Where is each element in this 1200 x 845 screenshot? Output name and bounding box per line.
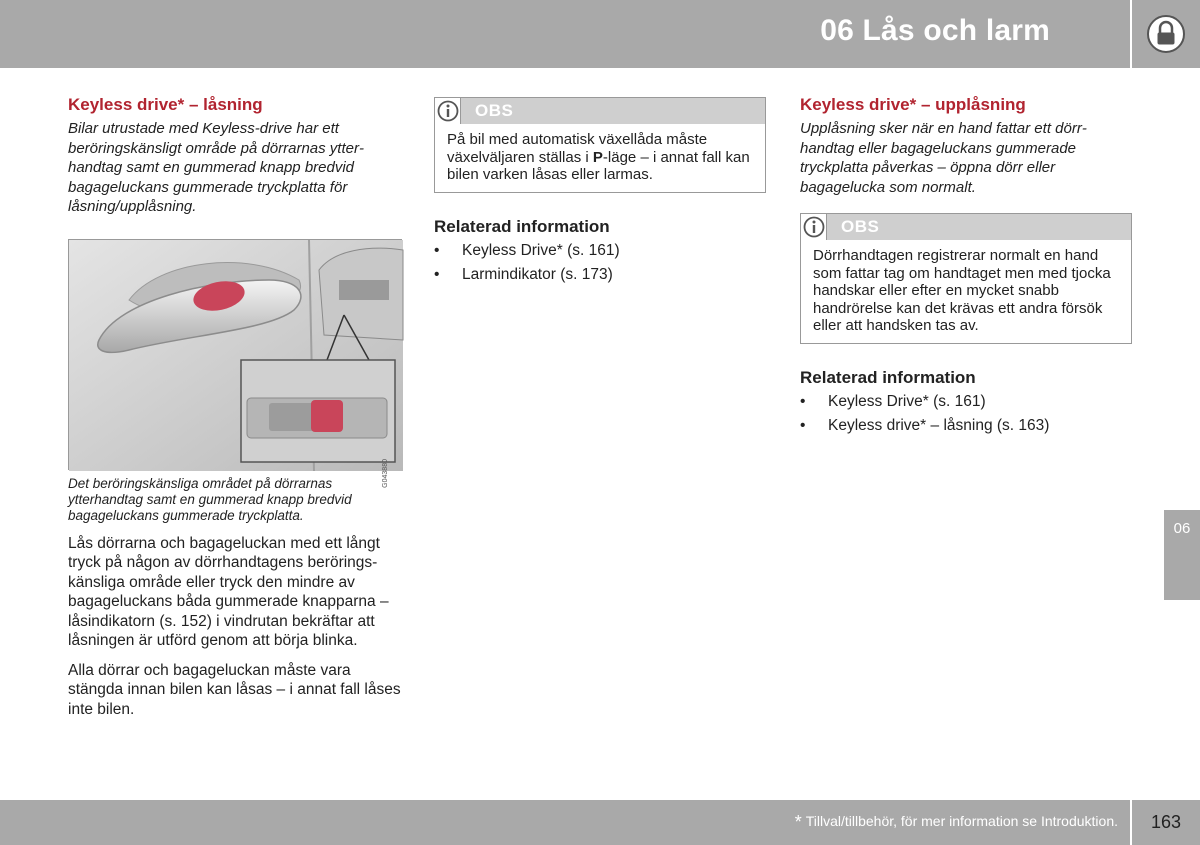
- lock-icon: [1146, 14, 1186, 54]
- column-obs: [434, 97, 766, 287]
- obs-text: På bil med automatisk växellåda måste växelväljaren ställas i P-läge – i annat fall kan bilen varken låsas eller larmas.: [447, 131, 750, 183]
- related-link[interactable]: • Keyless Drive* (s. 161): [434, 241, 620, 259]
- related-list: [434, 239, 766, 287]
- obs-text: Dörrhandtagen registrerar normalt en hand som fattar tag om handtaget men med tjocka handskar eller efter en mycket snabb handrörelse kan det krävas ett andra försök eller att handsken tas av.: [813, 247, 1111, 334]
- related-list: [800, 390, 1132, 438]
- column-locking: [68, 95, 403, 719]
- door-handle-illustration: [69, 240, 403, 471]
- intro-locking: Bilar utrustade med Keyless-drive har ett beröringskänsligt område på dörrarnas ytterhandtag samt en gummerad knapp bredvid bagageluckans gummerade tryckplatta för låsning/upplåsning.: [68, 120, 364, 215]
- obs-note-box: [434, 97, 766, 193]
- obs-note-box: [800, 213, 1132, 344]
- info-icon: [435, 98, 461, 124]
- obs-header: [801, 214, 1131, 240]
- obs-label: OBS: [475, 101, 514, 120]
- intro-unlocking: Upplåsning sker när en hand fattar ett dörrhandtag eller bagageluckans gummerade tryckplatta påverkas – öppna dörr eller bagagelucka som normalt.: [800, 120, 1087, 196]
- chapter-title: 06 Lås och larm: [820, 14, 1050, 47]
- related-link[interactable]: • Keyless Drive* (s. 161): [800, 392, 986, 410]
- body-paragraph-2: Alla dörrar och bagageluckan måste vara stängda innan bilen kan låsas – i annat fall låses inte bilen.: [68, 661, 401, 718]
- side-chapter-tab[interactable]: 06: [1164, 510, 1200, 600]
- touch-button-tailgate: [311, 400, 343, 432]
- figure-door-handle: [68, 239, 402, 488]
- related-heading: Relaterad information: [800, 367, 976, 387]
- header-band: [0, 0, 1130, 68]
- footer-note: * Tillval/tillbehör, för mer information se Introduktion.: [794, 812, 1118, 832]
- related-link[interactable]: • Larmindikator (s. 173): [434, 265, 613, 283]
- related-link[interactable]: • Keyless drive* – låsning (s. 163): [800, 416, 1050, 434]
- section-heading-unlocking: Keyless drive* – upplåsning: [800, 95, 1026, 114]
- figure-code: G043880: [382, 458, 389, 488]
- obs-label: OBS: [841, 217, 880, 236]
- column-unlocking: [800, 95, 1132, 438]
- chapter-tab: [1132, 0, 1200, 68]
- page-number: 163: [1132, 800, 1200, 845]
- footer-band: [0, 800, 1130, 845]
- body-paragraph-1: Lås dörrarna och bagageluckan med ett långt tryck på någon av dörrhandtagens beröringskänsliga område eller tryck den mindre av bagageluckans båda gummerade knapparna – låsindikatorn (s. 152) i vindrutan bekräftar att låsningen är utförd genom att börja blinka.: [68, 534, 389, 649]
- info-icon: [801, 214, 827, 240]
- section-heading-locking: Keyless drive* – låsning: [68, 95, 263, 114]
- figure-caption: Det beröringskänsliga området på dörrarnas ytterhandtag samt en gummerad knapp bredvid bagageluckans gummerade tryckplatta.: [68, 475, 352, 523]
- related-heading: Relaterad information: [434, 216, 610, 236]
- obs-header: [435, 98, 765, 124]
